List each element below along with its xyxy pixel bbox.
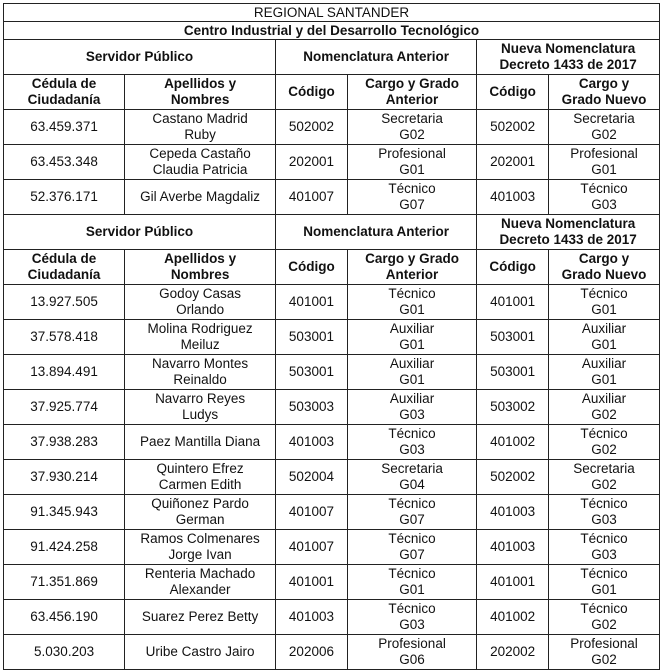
grado-anterior: G03 — [399, 442, 425, 457]
cargo-nuevo: Técnico — [580, 181, 628, 196]
cedula-cell: 71.351.869 — [4, 565, 125, 600]
codigo-anterior-cell: 401001 — [276, 285, 348, 320]
nombre-line1: Uribe Castro Jairo — [145, 644, 255, 659]
cargo-anterior: Técnico — [388, 531, 436, 546]
cargo-nuevo: Profesional — [570, 636, 638, 651]
nombre-cell — [125, 600, 276, 635]
cargo-nuevo-cell — [549, 320, 660, 355]
codigo-nuevo-cell: 503001 — [477, 355, 549, 390]
group-header-anterior: Nomenclatura Anterior — [276, 215, 477, 250]
cargo-nuevo: Técnico — [580, 496, 628, 511]
cargo-anterior: Técnico — [388, 181, 436, 196]
grado-nuevo: G02 — [591, 407, 617, 422]
grado-anterior: G01 — [399, 372, 425, 387]
codigo-nuevo-cell: 502002 — [477, 110, 549, 145]
cargo-anterior: Técnico — [388, 426, 436, 441]
column-header-cedula-line1: Cédula de — [31, 76, 97, 91]
table-row — [4, 110, 660, 145]
codigo-anterior-cell: 503001 — [276, 355, 348, 390]
nombre-cell — [125, 320, 276, 355]
grado-anterior: G01 — [399, 337, 425, 352]
group-header-servidor: Servidor Público — [4, 215, 276, 250]
grado-anterior: G02 — [399, 127, 425, 142]
grado-anterior: G07 — [399, 512, 425, 527]
cargo-nuevo-cell — [549, 285, 660, 320]
grado-nuevo: G02 — [591, 127, 617, 142]
column-header-row — [4, 250, 660, 285]
codigo-anterior-cell: 503003 — [276, 390, 348, 425]
table-row — [4, 390, 660, 425]
nombre-line1: Cepeda Castaño — [149, 146, 251, 161]
cargo-anterior-cell — [347, 600, 476, 635]
nombre-line2: Meiluz — [180, 337, 220, 352]
table-row — [4, 355, 660, 390]
group-header-nueva-line2: Decreto 1433 de 2017 — [499, 232, 637, 247]
table-row — [4, 565, 660, 600]
title-row — [4, 4, 660, 22]
nombre-line2: Ruby — [184, 127, 216, 142]
nombre-line2: Claudia Patricia — [152, 162, 248, 177]
cargo-nuevo-cell — [549, 530, 660, 565]
grado-anterior: G07 — [399, 547, 425, 562]
nombre-line2: Ludys — [182, 407, 219, 422]
grado-nuevo: G01 — [591, 162, 617, 177]
codigo-nuevo-cell: 202001 — [477, 145, 549, 180]
column-header-codigo-anterior: Código — [276, 75, 348, 110]
cargo-nuevo-cell — [549, 145, 660, 180]
codigo-anterior-cell: 401007 — [276, 495, 348, 530]
cargo-nuevo-cell — [549, 565, 660, 600]
cargo-nuevo: Técnico — [580, 601, 628, 616]
nombre-line1: Navarro Montes — [152, 356, 249, 371]
cargo-anterior-cell — [347, 635, 476, 670]
cargo-nuevo: Técnico — [580, 426, 628, 441]
cargo-anterior: Secretaria — [381, 461, 443, 476]
table-row — [4, 530, 660, 565]
nombre-line2: German — [175, 512, 225, 527]
column-header-nombres-line2: Nombres — [170, 267, 230, 282]
group-header-row — [4, 40, 660, 75]
nombre-cell — [125, 180, 276, 215]
nombre-cell — [125, 495, 276, 530]
cargo-anterior-cell — [347, 565, 476, 600]
cargo-anterior: Auxiliar — [389, 356, 435, 371]
document-title: REGIONAL SANTANDER — [4, 4, 660, 22]
grado-nuevo: G01 — [591, 337, 617, 352]
cargo-nuevo: Secretaria — [573, 461, 635, 476]
cargo-anterior-cell — [347, 145, 476, 180]
cargo-anterior-cell — [347, 495, 476, 530]
codigo-nuevo-cell: 503002 — [477, 390, 549, 425]
nombre-line2: Alexander — [169, 582, 231, 597]
nombre-cell — [125, 145, 276, 180]
grado-anterior: G04 — [399, 477, 425, 492]
cedula-cell: 37.930.214 — [4, 460, 125, 495]
grado-anterior: G01 — [399, 302, 425, 317]
nombre-line1: Paez Mantilla Diana — [140, 434, 261, 449]
codigo-anterior-cell: 202001 — [276, 145, 348, 180]
cedula-cell: 63.456.190 — [4, 600, 125, 635]
table-row — [4, 145, 660, 180]
cargo-nuevo: Auxiliar — [581, 321, 627, 336]
nombre-cell — [125, 390, 276, 425]
nombre-line2: Reinaldo — [173, 372, 227, 387]
cargo-nuevo-cell — [549, 425, 660, 460]
column-header-cargo-anterior-line2: Anterior — [385, 267, 439, 282]
cargo-anterior: Profesional — [378, 636, 446, 651]
nombre-line2: Carmen Edith — [158, 477, 242, 492]
cargo-anterior-cell — [347, 180, 476, 215]
codigo-anterior-cell: 502002 — [276, 110, 348, 145]
group-header-row — [4, 215, 660, 250]
grado-anterior: G03 — [399, 407, 425, 422]
nombre-line1: Molina Rodriguez — [147, 321, 253, 336]
column-header-nombres — [125, 250, 276, 285]
codigo-nuevo-cell: 202002 — [477, 635, 549, 670]
codigo-anterior-cell: 502004 — [276, 460, 348, 495]
cargo-anterior-cell — [347, 320, 476, 355]
codigo-nuevo-cell: 503001 — [477, 320, 549, 355]
grado-nuevo: G02 — [591, 442, 617, 457]
column-header-nombres — [125, 75, 276, 110]
grado-nuevo: G02 — [591, 652, 617, 667]
column-header-cedula-line2: Ciudadanía — [27, 92, 101, 107]
column-header-cedula — [4, 75, 125, 110]
grado-anterior: G01 — [399, 582, 425, 597]
table-row — [4, 635, 660, 670]
grado-nuevo: G03 — [591, 512, 617, 527]
cargo-nuevo: Auxiliar — [581, 391, 627, 406]
grado-nuevo: G01 — [591, 372, 617, 387]
table-row — [4, 495, 660, 530]
table-row — [4, 425, 660, 460]
cargo-anterior: Profesional — [378, 146, 446, 161]
column-header-cedula-line2: Ciudadanía — [27, 267, 101, 282]
nombre-line2: Orlando — [176, 302, 225, 317]
cedula-cell: 13.894.491 — [4, 355, 125, 390]
cargo-nuevo-cell — [549, 495, 660, 530]
cargo-nuevo-cell — [549, 390, 660, 425]
column-header-nombres-line2: Nombres — [170, 92, 230, 107]
nomenclature-table — [3, 3, 660, 670]
codigo-anterior-cell: 401003 — [276, 600, 348, 635]
codigo-nuevo-cell: 401002 — [477, 425, 549, 460]
cargo-nuevo-cell — [549, 110, 660, 145]
table-row — [4, 460, 660, 495]
column-header-cargo-nuevo-line2: Grado Nuevo — [561, 92, 647, 107]
nombre-cell — [125, 530, 276, 565]
cargo-nuevo: Técnico — [580, 286, 628, 301]
codigo-anterior-cell: 401007 — [276, 530, 348, 565]
cargo-nuevo-cell — [549, 180, 660, 215]
codigo-nuevo-cell: 401003 — [477, 530, 549, 565]
cedula-cell: 13.927.505 — [4, 285, 125, 320]
cargo-nuevo-cell — [549, 460, 660, 495]
nombre-line2: Jorge Ivan — [168, 547, 232, 562]
nombre-line1: Navarro Reyes — [155, 391, 246, 406]
cargo-anterior-cell — [347, 390, 476, 425]
codigo-anterior-cell: 401001 — [276, 565, 348, 600]
cargo-anterior: Secretaria — [381, 111, 443, 126]
nombre-cell — [125, 425, 276, 460]
column-header-cargo-nuevo — [549, 250, 660, 285]
group-header-nueva — [477, 215, 660, 250]
grado-anterior: G07 — [399, 197, 425, 212]
nombre-cell — [125, 460, 276, 495]
subtitle-row — [4, 22, 660, 40]
cargo-anterior-cell — [347, 460, 476, 495]
column-header-cargo-nuevo-line1: Cargo y — [578, 76, 630, 91]
cargo-anterior-cell — [347, 285, 476, 320]
column-header-cargo-anterior — [347, 250, 476, 285]
cedula-cell: 63.459.371 — [4, 110, 125, 145]
cargo-anterior: Auxiliar — [389, 321, 435, 336]
cargo-anterior: Técnico — [388, 601, 436, 616]
cedula-cell: 37.578.418 — [4, 320, 125, 355]
grado-nuevo: G03 — [591, 197, 617, 212]
nombre-cell — [125, 355, 276, 390]
cargo-nuevo-cell — [549, 600, 660, 635]
codigo-nuevo-cell: 401002 — [477, 600, 549, 635]
grado-nuevo: G03 — [591, 547, 617, 562]
codigo-anterior-cell: 401003 — [276, 425, 348, 460]
column-header-codigo-nuevo: Código — [477, 250, 549, 285]
cargo-anterior: Auxiliar — [389, 391, 435, 406]
grado-anterior: G01 — [399, 162, 425, 177]
group-header-anterior: Nomenclatura Anterior — [276, 40, 477, 75]
cargo-nuevo: Secretaria — [573, 111, 635, 126]
nombre-cell — [125, 565, 276, 600]
table-row — [4, 600, 660, 635]
cargo-nuevo: Técnico — [580, 566, 628, 581]
nombre-cell — [125, 110, 276, 145]
cargo-anterior: Técnico — [388, 496, 436, 511]
cedula-cell: 5.030.203 — [4, 635, 125, 670]
column-header-cargo-nuevo-line2: Grado Nuevo — [561, 267, 647, 282]
nombre-cell — [125, 285, 276, 320]
group-header-nueva-line2: Decreto 1433 de 2017 — [499, 57, 637, 72]
nombre-line1: Ramos Colmenares — [140, 531, 260, 546]
nombre-line1: Quiñonez Pardo — [151, 496, 249, 511]
nombre-line1: Suarez Perez Betty — [141, 609, 259, 624]
column-header-nombres-line1: Apellidos y — [164, 76, 237, 91]
codigo-nuevo-cell: 401003 — [477, 180, 549, 215]
column-header-codigo-nuevo: Código — [477, 75, 549, 110]
codigo-nuevo-cell: 401001 — [477, 285, 549, 320]
cargo-nuevo-cell — [549, 355, 660, 390]
document-subtitle: Centro Industrial y del Desarrollo Tecnológico — [4, 22, 660, 40]
nombre-line1: Renteria Machado — [144, 566, 256, 581]
cedula-cell: 37.925.774 — [4, 390, 125, 425]
column-header-cargo-anterior-line1: Cargo y Grado — [365, 251, 459, 266]
column-header-cedula-line1: Cédula de — [31, 251, 97, 266]
cargo-nuevo: Auxiliar — [581, 356, 627, 371]
nombre-line1: Castano Madrid — [152, 111, 248, 126]
group-header-nueva-line1: Nueva Nomenclatura — [500, 41, 636, 56]
cedula-cell: 91.424.258 — [4, 530, 125, 565]
cargo-anterior-cell — [347, 530, 476, 565]
cargo-anterior: Técnico — [388, 286, 436, 301]
cargo-anterior-cell — [347, 425, 476, 460]
nombre-line1: Quintero Efrez — [156, 461, 244, 476]
cedula-cell: 52.376.171 — [4, 180, 125, 215]
table-row — [4, 180, 660, 215]
codigo-anterior-cell: 503001 — [276, 320, 348, 355]
codigo-nuevo-cell: 502002 — [477, 460, 549, 495]
nombre-cell — [125, 635, 276, 670]
cargo-anterior: Técnico — [388, 566, 436, 581]
cargo-anterior-cell — [347, 355, 476, 390]
codigo-anterior-cell: 401007 — [276, 180, 348, 215]
cedula-cell: 91.345.943 — [4, 495, 125, 530]
grado-nuevo: G02 — [591, 477, 617, 492]
column-header-cargo-anterior-line1: Cargo y Grado — [365, 76, 459, 91]
grado-nuevo: G02 — [591, 617, 617, 632]
cargo-nuevo: Profesional — [570, 146, 638, 161]
column-header-cargo-nuevo — [549, 75, 660, 110]
grado-nuevo: G01 — [591, 302, 617, 317]
column-header-cargo-anterior-line2: Anterior — [385, 92, 439, 107]
cargo-anterior-cell — [347, 110, 476, 145]
cedula-cell: 37.938.283 — [4, 425, 125, 460]
codigo-nuevo-cell: 401001 — [477, 565, 549, 600]
codigo-nuevo-cell: 401003 — [477, 495, 549, 530]
table-row — [4, 320, 660, 355]
column-header-nombres-line1: Apellidos y — [164, 251, 237, 266]
nombre-line1: Gil Averbe Magdaliz — [140, 189, 260, 204]
column-header-row — [4, 75, 660, 110]
group-header-servidor: Servidor Público — [4, 40, 276, 75]
grado-anterior: G06 — [399, 652, 425, 667]
nombre-line1: Godoy Casas — [159, 286, 241, 301]
group-header-nueva — [477, 40, 660, 75]
grado-nuevo: G01 — [591, 582, 617, 597]
column-header-codigo-anterior: Código — [276, 250, 348, 285]
column-header-cargo-anterior — [347, 75, 476, 110]
table-row — [4, 285, 660, 320]
column-header-cedula — [4, 250, 125, 285]
cedula-cell: 63.453.348 — [4, 145, 125, 180]
cargo-nuevo-cell — [549, 635, 660, 670]
grado-anterior: G03 — [399, 617, 425, 632]
column-header-cargo-nuevo-line1: Cargo y — [578, 251, 630, 266]
group-header-nueva-line1: Nueva Nomenclatura — [500, 216, 636, 231]
codigo-anterior-cell: 202006 — [276, 635, 348, 670]
table-body — [4, 4, 660, 670]
cargo-nuevo: Técnico — [580, 531, 628, 546]
